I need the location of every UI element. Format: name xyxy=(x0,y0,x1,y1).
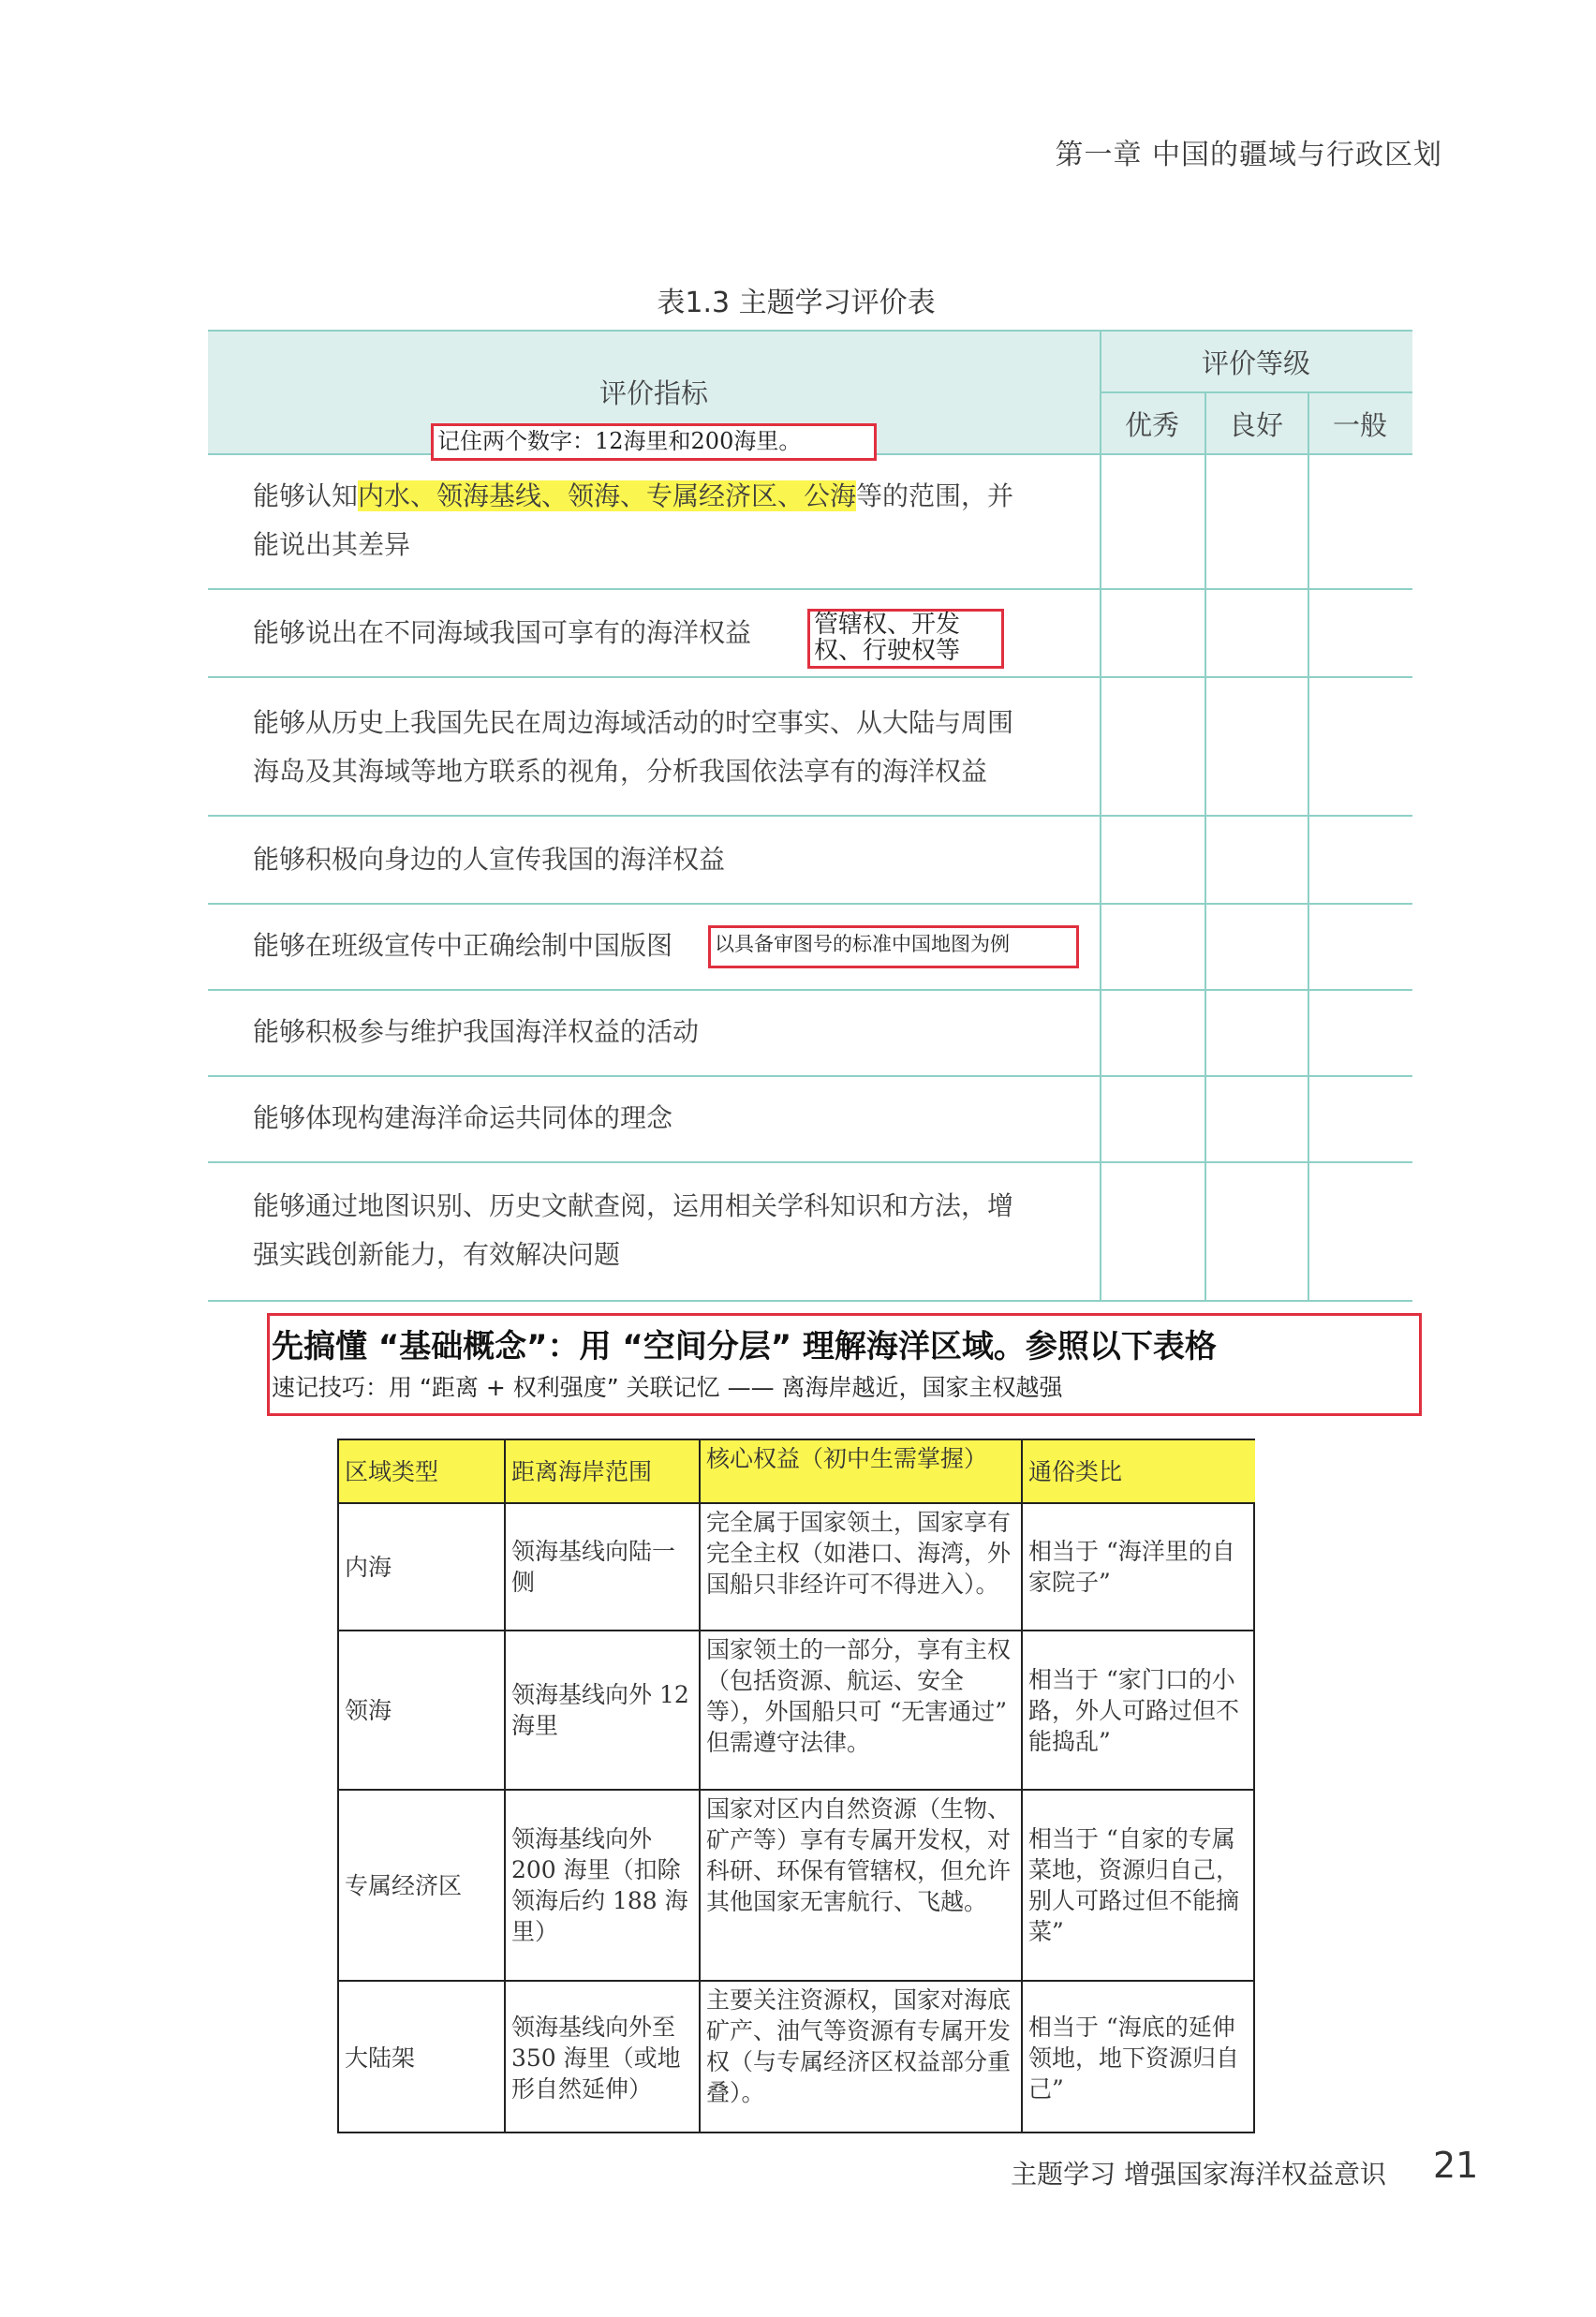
header-annotation-note: 记住两个数字：12海里和200海里。 xyxy=(431,423,877,461)
divider xyxy=(1308,391,1309,1300)
distance-cell: 领海基线向外 12 海里 xyxy=(506,1631,701,1791)
criterion-text: 等的范围，并 xyxy=(856,480,1014,511)
rights-cell: 完全属于国家领土，国家享有完全主权（如港口、海湾，外国船只非经许可不得进入）。 xyxy=(701,1504,1023,1631)
analogy-cell: 相当于 “海底的延伸领地，地下资源归自己” xyxy=(1028,2013,1240,2103)
rights-cell: 主要关注资源权，国家对海底矿产、油气等资源有专属开发权（与专属经济区权益部分重叠）。 xyxy=(701,1982,1023,2133)
criterion-row-6: 能够积极参与维护我国海洋权益的活动 xyxy=(253,1016,700,1047)
divider xyxy=(1100,391,1412,393)
indicator-header: 评价指标 xyxy=(598,377,708,409)
footer-label: 主题学习 增强国家海洋权益意识 xyxy=(1011,2159,1386,2190)
distance-cell: 领海基线向外至 350 海里（或地形自然延伸） xyxy=(506,1982,701,2133)
criterion-row-1 xyxy=(253,472,1013,569)
divider xyxy=(1204,391,1206,1300)
divider xyxy=(1100,330,1101,1300)
criterion-row-7: 能够体现构建海洋命运共同体的理念 xyxy=(253,1102,673,1133)
distance-cell: 领海基线向外 200 海里（扣除领海后约 188 海里） xyxy=(506,1791,701,1982)
divider xyxy=(208,330,1412,332)
table-caption: 表1.3 主题学习评价表 xyxy=(657,287,936,319)
region-type-cell: 内海 xyxy=(339,1504,506,1631)
criterion-row-4: 能够积极向身边的人宣传我国的海洋权益 xyxy=(253,844,726,875)
ocean-region-table xyxy=(337,1439,1255,2133)
page-number: 21 xyxy=(1433,2145,1479,2186)
grade-good: 良好 xyxy=(1228,409,1283,441)
criterion-row-3 xyxy=(253,699,1013,796)
rights-cell: 国家对区内自然资源（生物、矿产等）享有专属开发权，对科研、环保有管辖权，但允许其他国家无害航行、飞越。 xyxy=(701,1791,1023,1982)
divider xyxy=(208,903,1412,905)
criterion-text: 能说出其差异 xyxy=(253,529,411,560)
criterion-row-2: 能够说出在不同海域我国可享有的海洋权益 xyxy=(253,617,752,648)
grade-header: 评价等级 xyxy=(1201,347,1310,379)
region-type-cell: 专属经济区 xyxy=(339,1791,506,1982)
grade-average: 一般 xyxy=(1332,409,1387,441)
annotation-text: 管辖权、开发 xyxy=(814,611,961,639)
region-type-cell: 大陆架 xyxy=(339,1982,506,2133)
chapter-header: 第一章 中国的疆域与行政区划 xyxy=(1055,139,1442,171)
divider xyxy=(208,1300,1412,1302)
intro-title: 先搞懂 “基础概念”：用 “空间分层” 理解海洋区域。参照以下表格 xyxy=(272,1328,1217,1365)
region-type-cell: 领海 xyxy=(339,1631,506,1791)
criterion-text: 海岛及其海域等地方联系的视角，分析我国依法享有的海洋权益 xyxy=(253,756,988,787)
analogy-cell: 相当于 “海洋里的自家院子” xyxy=(1023,1504,1255,1631)
analogy-header: 通俗类比 xyxy=(1023,1440,1255,1504)
distance-header: 距离海岸范围 xyxy=(506,1440,701,1504)
annotation-text: 权、行驶权等 xyxy=(814,637,961,665)
divider xyxy=(208,676,1412,678)
rights-header: 核心权益（初中生需掌握） xyxy=(701,1440,1023,1504)
divider xyxy=(208,588,1412,590)
criterion-text: 能够通过地图识别、历史文献查阅，运用相关学科知识和方法，增 xyxy=(253,1190,1014,1221)
divider xyxy=(208,1075,1412,1077)
criterion-text: 能够从历史上我国先民在周边海域活动的时空事实、从大陆与周围 xyxy=(253,707,1014,738)
criterion-row-8 xyxy=(253,1182,1013,1279)
criterion-text: 能够认知 xyxy=(253,480,359,511)
rights-annotation-box xyxy=(807,609,1004,669)
distance-cell: 领海基线向陆一侧 xyxy=(506,1504,701,1631)
evaluation-table xyxy=(208,330,1412,1302)
divider xyxy=(208,815,1412,817)
analogy-cell: 相当于 “自家的专属菜地，资源归自己，别人可路过但不能摘菜” xyxy=(1023,1791,1255,1982)
map-annotation-box: 以具备审图号的标准中国地图为例 xyxy=(708,925,1079,968)
criterion-text: 强实践创新能力，有效解决问题 xyxy=(253,1239,621,1270)
analogy-cell: 相当于 “家门口的小路，外人可路过但不能捣乱” xyxy=(1023,1631,1255,1791)
divider xyxy=(208,1161,1412,1163)
rights-cell: 国家领土的一部分，享有主权（包括资源、航运、安全等），外国船只可 “无害通过” 但需遵守法律。 xyxy=(701,1631,1023,1791)
memory-tip: 速记技巧：用 “距离 + 权利强度” 关联记忆 —— 离海岸越近，国家主权越强 xyxy=(272,1374,1063,1401)
criterion-row-5: 能够在班级宣传中正确绘制中国版图 xyxy=(253,930,673,961)
region-type-header: 区域类型 xyxy=(339,1440,506,1504)
highlighted-terms: 内水、领海基线、领海、专属经济区、公海 xyxy=(358,480,857,511)
grade-excellent: 优秀 xyxy=(1124,409,1179,441)
divider xyxy=(208,989,1412,991)
